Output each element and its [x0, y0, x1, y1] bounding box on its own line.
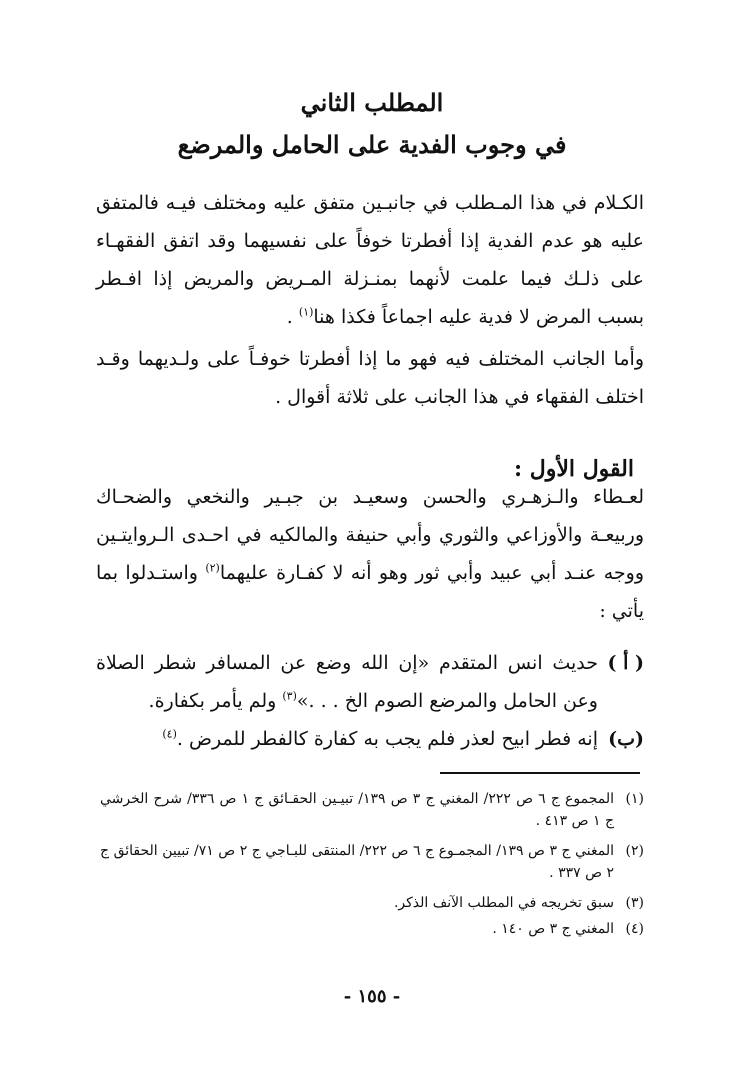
footnote-number: (٢) [625, 843, 644, 859]
paragraph-agreed-aspect [96, 184, 644, 336]
footnote-number: (٣) [625, 895, 644, 911]
paragraph-disputed-aspect: وأما الجانب المختلف فيه فهو ما إذا أفطرتا خوفـاً على ولـديهما وقـد اختلف الفقهاء في هذا الجانب على ثلاثة أقوال . [96, 348, 644, 408]
footnote-ref-4: (٤) [162, 727, 177, 741]
evidence-item-a [96, 644, 644, 720]
first-opinion-heading: القول الأول : [513, 456, 634, 482]
footnote-text: سبق تخريجه في المطلب الآنف الذكر. [393, 895, 614, 911]
evidence-text: إنه فطر ابيح لعذر فلم يجب به كفارة كالفطر للمرض . [176, 728, 598, 750]
footnote-ref-3: (٣) [282, 689, 297, 703]
page-number: - ١٥٥ - [343, 986, 401, 1007]
footnote-text: المغني ج ٣ ص ١٤٠ . [492, 921, 614, 937]
footnote-text: المغني ج ٣ ص ١٣٩/ المجمـوع ج ٦ ص ٢٢٢/ المنتقى للبـاجي ج ٢ ص ٧١/ تبيين الحقائق ج ٢ ص ٣٣٧ . [100, 843, 615, 881]
paragraph-text: الكـلام في هذا المـطلب في جانبـين متفق عليه ومختلف فيـه فالمتفق عليه هو عدم الفدية إذا أفطرتا خوفاً على نفسيهما وقد اتفق الفقهـاء على ذلـك فيما علمت لأنهما بمنـزلة المـريض والمريض إذا افـطر بسبب المرض لا فدية عليه اجماعاً فكذا هنا [96, 192, 644, 328]
evidence-body [96, 720, 598, 758]
footnote-number: (٤) [625, 921, 644, 937]
footnote-text: المجموع ج ٦ ص ٢٢٢/ المغني ج ٣ ص ١٣٩/ تبيـين الحقـائق ج ١ ص ٣٣٦/ شرح الخرشي ج ١ ص ٤١٣ . [100, 791, 614, 829]
paragraph-text-continued: واستـدلوا بما يأتي : [96, 562, 644, 622]
paragraph-text: لعـطاء والـزهـري والحسن وسعيـد بن جبـير والنخعي والضحـاك وربيعـة والأوزاعي والثوري وأبي حنيفة والمالكيه في احـدى الـروايتـين ووجه عنـد أبي عبيد وأبي ثور وهو أنه لا كفـارة عليهما [96, 486, 644, 584]
footnote-ref-2: (٢) [205, 561, 220, 575]
footnote-number: (١) [625, 791, 644, 807]
evidence-body [96, 644, 598, 720]
evidence-tail: ولم يأمر بكفارة. [148, 690, 283, 712]
evidence-text: حديث انس المتقدم «إن الله وضع عن المسافر شطر الصلاة وعن الحامل والمرضع الصوم الخ . . .» [96, 652, 598, 712]
evidence-label: (ب) [608, 728, 644, 750]
section-subtitle: في وجوب الفدية على الحامل والمرضع [177, 130, 567, 159]
evidence-label: ( أ ) [607, 652, 644, 674]
evidence-item-b [96, 720, 644, 758]
section-title: المطلب الثاني [300, 88, 444, 117]
footnote-2 [100, 840, 644, 884]
paragraph-first-opinion [96, 478, 644, 630]
footnote-4 [100, 918, 644, 940]
footnote-3 [100, 892, 644, 914]
footnote-1 [100, 788, 644, 832]
footnote-ref-1: (١) [298, 305, 314, 319]
footnote-divider [440, 772, 640, 774]
paragraph-end: . [286, 306, 299, 328]
